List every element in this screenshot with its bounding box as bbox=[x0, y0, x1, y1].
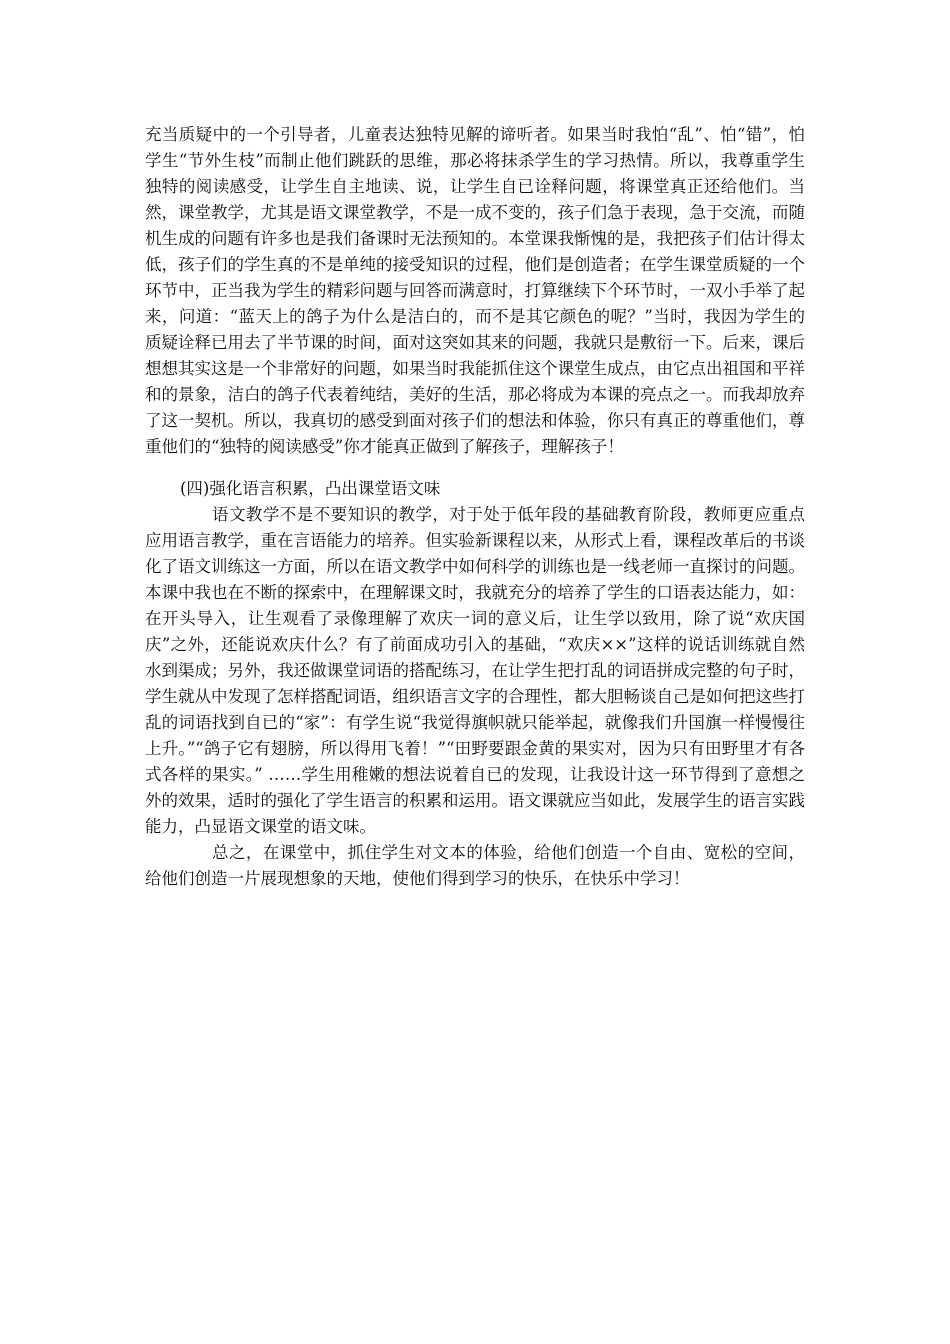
section-heading: (四)强化语言积累，凸出课堂语文味 bbox=[180, 479, 441, 498]
paragraph-1: 充当质疑中的一个引导者，儿童表达独特见解的谛听者。如果当时我怕“乱”、怕“错”，怕学生“节外生枝”而制止他们跳跃的思维，那必将抹杀学生的学习热情。所以，我尊重学生独特的阅读感受，让学生自主地读、说，让学生自已诠释问题，将课堂真正还给他们。当然，课堂教学，尤其是语文课堂教学，不是一成不变的，孩子们急于表现，急于交流，而随机生成的问题有许多也是我们备课时无法预知的。本堂课我惭愧的是，我把孩子们估计得太低，孩子们的学生真的不是单纯的接受知识的过程，他们是创造者；在学生课堂质疑的一个环节中，正当我为学生的精彩问题与回答而满意时，打算继续下个环节时，一双小手举了起来，问道：“蓝天上的鸽子为什么是洁白的，而不是其它颜色的呢？”当时，我因为学生的质疑诠释已用去了半节课的时间，面对这突如其来的问题，我就只是敷衍一下。后来，课后想想其实这是一个非常好的问题，如果当时我能抓住这个课堂生成点，由它点出祖国和平祥和的景象，洁白的鸽子代表着纯结，美好的生活，那必将成为本课的亮点之一。而我却放弃了这一契机。所以，我真切的感受到面对孩子们的想法和体验，你只有真正的尊重他们，尊重他们的“独特的阅读感受”你才能真正做到了解孩子，理解孩子！ bbox=[145, 125, 805, 456]
paragraph-3: 总之，在课堂中，抓住学生对文本的体验，给他们创造一个自由、宽松的空间，给他们创造一片展现想象的天地，使他们得到学习的快乐，在快乐中学习！ bbox=[145, 843, 805, 888]
document-body bbox=[145, 122, 805, 892]
paragraph-2: 语文教学不是不要知识的教学，对于处于低年段的基础教育阶段，教师更应重点应用语言教学，重在言语能力的培养。但实验新课程以来，从形式上看，课程改革后的书谈化了语文训练这一方面，所以在语文教学中如何科学的训练也是一线老师一直探讨的问题。本课中我也在不断的探索中，在理解课文时，我就充分的培养了学生的口语表达能力，如：在开头导入，让生观看了录像理解了欢庆一词的意义后，让生学以致用，除了说“欢庆国庆”之外，还能说欢庆什么？有了前面成功引入的基础，“欢庆××”这样的说话训练就自然水到渠成；另外，我还做课堂词语的搭配练习，在让学生把打乱的词语拼成完整的句子时，学生就从中发现了怎样搭配词语，组织语言文字的合理性，都大胆畅谈自己是如何把这些打乱的词语找到自已的“家”：有学生说“我觉得旗帜就只能举起，就像我们升国旗一样慢慢往上升。”“鸽子它有翅膀，所以得用飞着！”“田野要跟金黄的果实对，因为只有田野里才有各式各样的果实。” ……学生用稚嫩的想法说着自已的发现，让我设计这一环节得到了意想之外的效果，适时的强化了学生语言的积累和运用。语文课就应当如此，发展学生的语言实践能力，凸显语文课堂的语文味。 bbox=[145, 505, 805, 836]
paragraph-gap bbox=[145, 460, 805, 476]
